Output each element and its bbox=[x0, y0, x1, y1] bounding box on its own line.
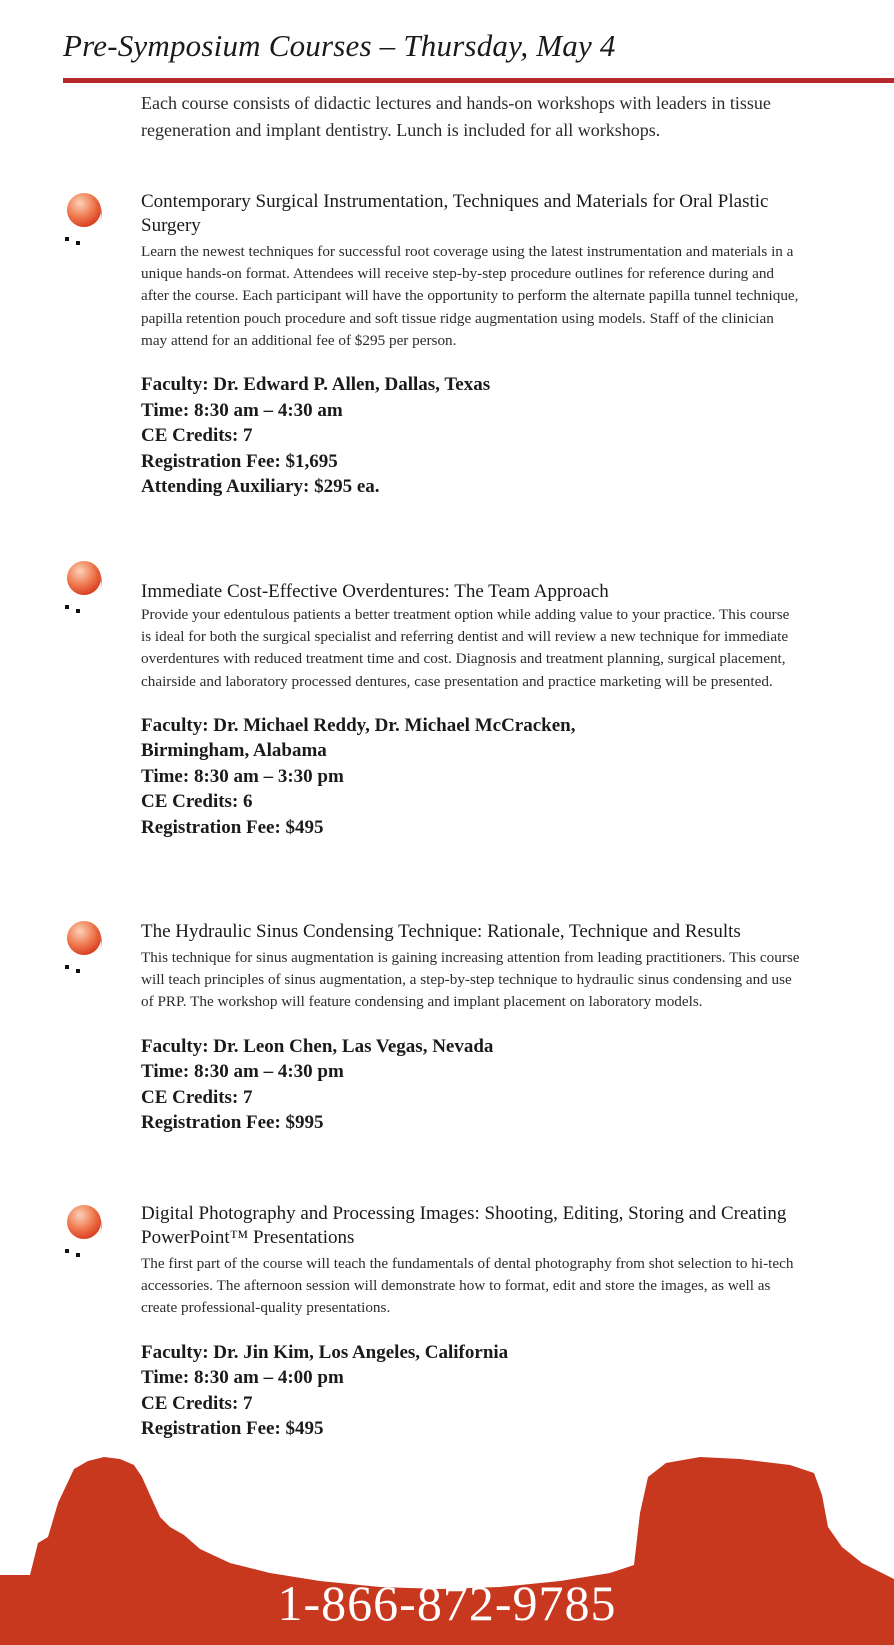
course-item bbox=[141, 190, 801, 500]
intro-text: Each course consists of didactic lectures and hands-on workshops with leaders in tissue regeneration and implant dentistry. Lunch is included for all workshops. bbox=[141, 93, 771, 140]
bullet-disc-icon bbox=[63, 1202, 109, 1262]
bullet-disc-icon bbox=[63, 190, 109, 250]
course-fee: Registration Fee: $995 bbox=[141, 1112, 324, 1134]
course-faculty: Faculty: Dr. Jin Kim, Los Angeles, California bbox=[141, 1341, 509, 1363]
course-fee: Registration Fee: $1,695 bbox=[141, 450, 338, 472]
course-item bbox=[141, 1202, 801, 1442]
course-details bbox=[141, 1034, 801, 1136]
course-ce-credits: CE Credits: 7 bbox=[141, 425, 253, 447]
course-faculty-location: Birmingham, Alabama bbox=[141, 740, 327, 762]
page-title: Pre-Symposium Courses – Thursday, May 4 bbox=[63, 28, 616, 63]
course-time: Time: 8:30 am – 4:30 pm bbox=[141, 1061, 344, 1083]
course-fee: Registration Fee: $495 bbox=[141, 816, 324, 838]
course-faculty: Faculty: Dr. Leon Chen, Las Vegas, Nevada bbox=[141, 1035, 494, 1057]
course-ce-credits: CE Credits: 7 bbox=[141, 1086, 253, 1108]
course-faculty: Faculty: Dr. Edward P. Allen, Dallas, Texas bbox=[141, 374, 491, 396]
course-auxiliary-fee: Attending Auxiliary: $295 ea. bbox=[141, 476, 380, 498]
course-description: Provide your edentulous patients a better treatment option while adding value to your practice. This course is ideal for both the surgical specialist and referring dentist and will review a new technique for immediate overdentures with reduced treatment time and cost. Diagnosis and treatment planning, surgical placement, chairside and laboratory processed dentures, case presentation and practice marketing will be presented. bbox=[141, 606, 790, 690]
course-details bbox=[141, 1340, 801, 1442]
course-description: The first part of the course will teach the fundamentals of dental photography from shot selection to hi-tech accessories. The afternoon session will demonstrate how to format, edit and store the images, as well as create professional-quality presentations. bbox=[141, 1255, 794, 1317]
course-ce-credits: CE Credits: 7 bbox=[141, 1392, 253, 1414]
course-title: Digital Photography and Processing Images: Shooting, Editing, Storing and Creating PowerPoint™ Presentations bbox=[141, 1203, 787, 1248]
phone-number[interactable]: 1-866-872-9785 bbox=[277, 1575, 617, 1631]
course-time: Time: 8:30 am – 3:30 pm bbox=[141, 765, 344, 787]
title-divider bbox=[63, 78, 894, 83]
course-fee: Registration Fee: $495 bbox=[141, 1418, 324, 1440]
course-title: The Hydraulic Sinus Condensing Technique: Rationale, Technique and Results bbox=[141, 921, 741, 942]
course-details bbox=[141, 713, 801, 841]
course-title: Contemporary Surgical Instrumentation, Techniques and Materials for Oral Plastic Surgery bbox=[141, 191, 769, 236]
course-description: This technique for sinus augmentation is gaining increasing attention from leading practitioners. This course will teach principles of sinus augmentation, a step-by-step technique to hydraulic sinus condensing and use of PRP. The workshop will feature condensing and implant placement on laboratory models. bbox=[141, 949, 800, 1011]
course-item bbox=[141, 920, 801, 1136]
course-faculty: Faculty: Dr. Michael Reddy, Dr. Michael McCracken, bbox=[141, 714, 576, 736]
course-time: Time: 8:30 am – 4:30 am bbox=[141, 399, 343, 421]
course-title: Immediate Cost-Effective Overdentures: The Team Approach bbox=[141, 581, 609, 602]
course-item bbox=[141, 580, 801, 840]
bullet-disc-icon bbox=[63, 918, 109, 978]
course-time: Time: 8:30 am – 4:00 pm bbox=[141, 1367, 344, 1389]
course-details bbox=[141, 372, 801, 500]
bullet-disc-icon bbox=[63, 558, 109, 618]
course-ce-credits: CE Credits: 6 bbox=[141, 791, 253, 813]
course-description: Learn the newest techniques for successful root coverage using the latest instrumentation and materials in a unique hands-on format. Attendees will receive step-by-step procedure outlines for reference during and after the course. Each participant will have the opportunity to perform the alternate papilla tunnel technique, papilla retention pouch procedure and soft tissue ridge augmentation using models. Staff of the clinician may attend for an additional fee of $295 per person. bbox=[141, 243, 799, 349]
